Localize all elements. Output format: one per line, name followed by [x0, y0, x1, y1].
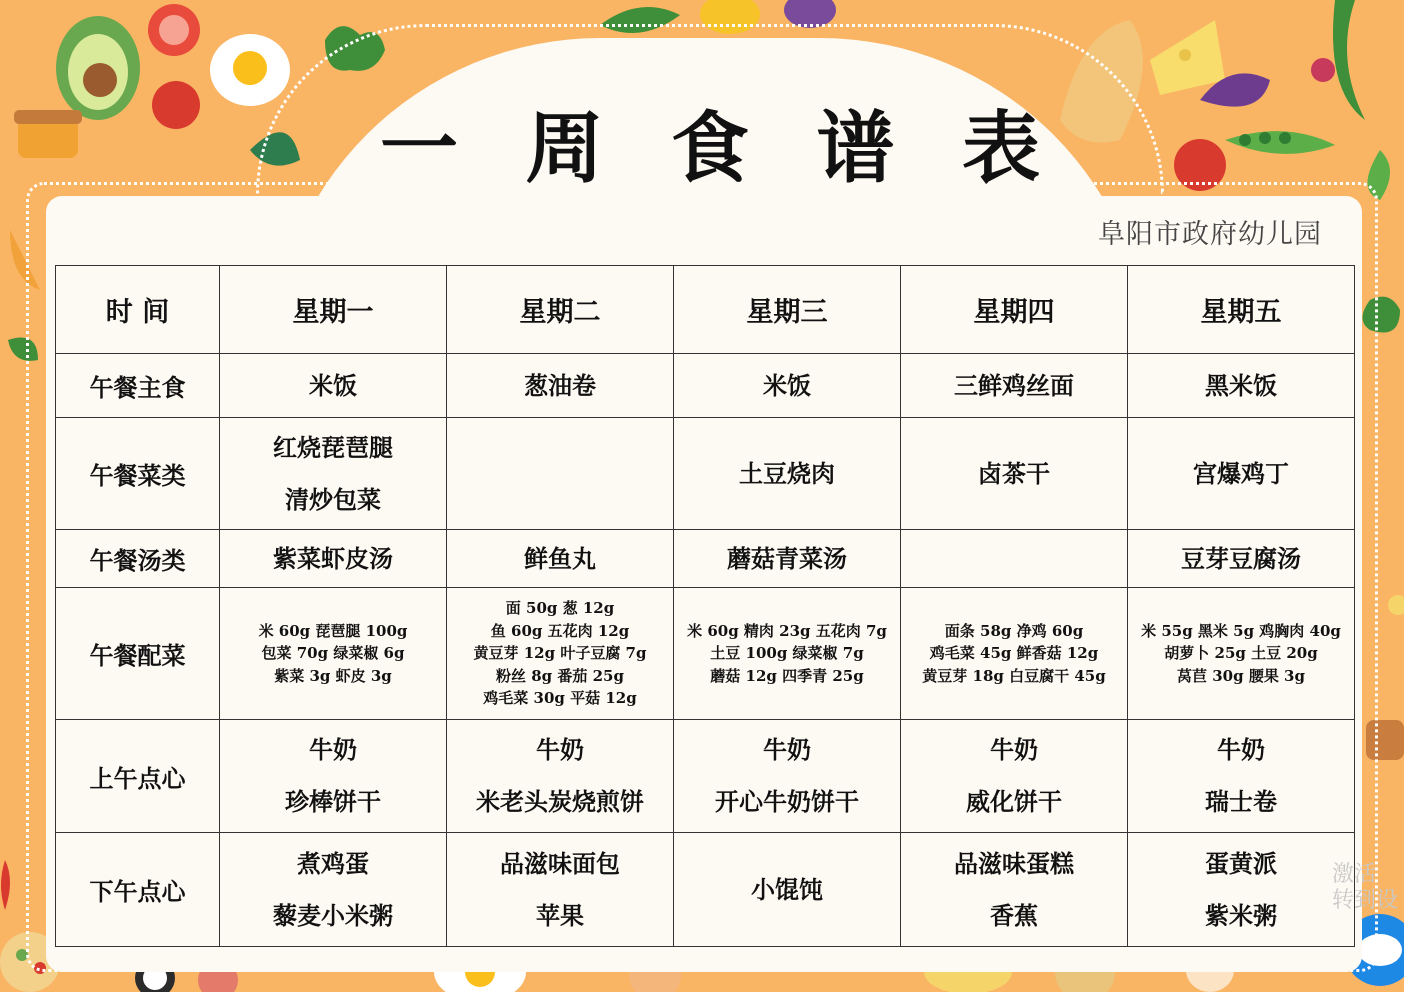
row-header: 午餐配菜: [56, 588, 220, 720]
column-header-thursday: 星期四: [901, 266, 1128, 354]
cell-line: 牛奶: [990, 736, 1038, 764]
table-cell: [1128, 720, 1355, 833]
table-cell: [1128, 354, 1355, 418]
table-row: [56, 588, 1355, 720]
table-cell: [220, 354, 447, 418]
cell-line: 珍棒饼干: [285, 788, 381, 816]
cell-line: 藜麦小米粥: [273, 901, 393, 930]
cell-line: 小馄饨: [751, 875, 823, 904]
tomato-icon: [148, 4, 200, 56]
cheese-icon: [1388, 595, 1404, 615]
watermark-line: 转到设: [1331, 888, 1398, 913]
table-cell: [674, 418, 901, 530]
cell-line: 米饭: [309, 371, 357, 400]
cell-line: 宫爆鸡丁: [1193, 459, 1289, 488]
pepper-icon: [1333, 0, 1365, 120]
cell-line: 米老头炭烧煎饼: [476, 788, 644, 816]
cell-line: 品滋味面包: [500, 849, 620, 878]
table-cell: [447, 720, 674, 833]
table-cell: [447, 833, 674, 947]
table-cell: [220, 833, 447, 947]
table-cell: [901, 720, 1128, 833]
cell-line: 米饭: [763, 371, 811, 400]
table-cell: [674, 833, 901, 947]
row-header: 下午点心: [56, 833, 220, 947]
title-char: 一: [380, 104, 459, 194]
cell-line: 香蕉: [990, 901, 1038, 930]
table-cell: [1128, 833, 1355, 947]
cell-line: 卤茶干: [978, 459, 1050, 488]
column-header-friday: 星期五: [1128, 266, 1355, 354]
table-row: [56, 530, 1355, 588]
cell-line: 黄豆芽 12g 叶子豆腐 7g: [473, 644, 647, 663]
cell-line: 清炒包菜: [285, 485, 381, 514]
cell-line: 蘑菇 12g 四季青 25g: [710, 666, 864, 685]
activation-watermark: [1332, 862, 1398, 914]
table-cell: [674, 354, 901, 418]
cell-line: 鲜鱼丸: [524, 544, 596, 573]
avocado-icon: [56, 16, 140, 120]
pepper-icon: [1, 860, 10, 910]
cell-line: 粉丝 8g 番茄 25g: [496, 666, 624, 685]
title-char: 谱: [816, 104, 895, 194]
page-title: [380, 92, 1040, 192]
table-cell: [220, 588, 447, 720]
cell-line: 莴苣 30g 腰果 3g: [1177, 666, 1305, 685]
column-header-wednesday: 星期三: [674, 266, 901, 354]
school-name: 阜阳市政府幼儿园: [1098, 219, 1322, 250]
cell-line: 牛奶: [1217, 736, 1265, 764]
cell-line: 蛋黄派: [1205, 849, 1277, 878]
table-cell: [447, 530, 674, 588]
cell-line: 包菜 70g 绿菜椒 6g: [261, 644, 405, 663]
cell-line: 牛奶: [309, 736, 357, 764]
honey-jar-icon: [14, 110, 82, 158]
table-row: [56, 720, 1355, 833]
table-cell: [901, 354, 1128, 418]
table-cell: [220, 720, 447, 833]
table-cell: [447, 354, 674, 418]
cell-line: 三鲜鸡丝面: [954, 371, 1074, 400]
title-char: 食: [670, 104, 749, 194]
cell-line: 鸡毛菜 45g 鲜香菇 12g: [929, 644, 1099, 663]
cell-line: 苹果: [536, 901, 584, 930]
cell-line: 紫米粥: [1205, 901, 1277, 930]
table-cell: [1128, 588, 1355, 720]
column-header-tuesday: 星期二: [447, 266, 674, 354]
table-cell: [447, 588, 674, 720]
table-cell: [901, 418, 1128, 530]
cell-line: 面条 58g 净鸡 60g: [944, 621, 1084, 640]
row-header: 午餐汤类: [56, 530, 220, 588]
cell-line: 煮鸡蛋: [297, 849, 369, 878]
header-row: [56, 266, 1355, 354]
table-cell: [901, 833, 1128, 947]
table-row: [56, 833, 1355, 947]
cell-line: 鸡毛菜 30g 平菇 12g: [483, 689, 637, 708]
cell-line: 米 60g 精肉 23g 五花肉 7g: [687, 621, 887, 640]
cell-line: 土豆 100g 绿菜椒 7g: [710, 644, 864, 663]
menu-table: [55, 265, 1355, 947]
table-cell: [674, 530, 901, 588]
cell-line: 开心牛奶饼干: [715, 788, 859, 816]
cell-line: 紫菜虾皮汤: [273, 544, 393, 573]
tomato-icon: [152, 81, 200, 129]
table-cell: [447, 418, 674, 530]
title-char: 周: [525, 104, 604, 194]
cell-line: 红烧琵琶腿: [273, 433, 393, 462]
cell-line: 黑米饭: [1205, 371, 1277, 400]
row-header: 上午点心: [56, 720, 220, 833]
row-header: 午餐菜类: [56, 418, 220, 530]
table-cell: [1128, 418, 1355, 530]
table-cell: [674, 588, 901, 720]
column-header-time: 时 间: [56, 266, 220, 354]
table-cell: [220, 418, 447, 530]
column-header-monday: 星期一: [220, 266, 447, 354]
cell-line: 面 50g 葱 12g: [505, 599, 615, 618]
cheese-icon: [1150, 20, 1225, 95]
cell-line: 米 60g 琵琶腿 100g: [258, 621, 408, 640]
radish-icon: [1311, 58, 1335, 82]
table-cell: [674, 720, 901, 833]
cell-line: 紫菜 3g 虾皮 3g: [274, 666, 392, 685]
cell-line: 威化饼干: [966, 788, 1062, 816]
cell-line: 土豆烧肉: [739, 459, 835, 488]
table-row: [56, 354, 1355, 418]
cell-line: 瑞士卷: [1205, 788, 1277, 816]
title-char: 表: [961, 104, 1040, 194]
egg-icon: [210, 34, 290, 106]
cell-line: 牛奶: [763, 736, 811, 764]
cell-line: 黄豆芽 18g 白豆腐干 45g: [922, 666, 1106, 685]
table-cell: [901, 588, 1128, 720]
cell-line: 葱油卷: [524, 371, 596, 400]
table-cell: [1128, 530, 1355, 588]
cell-line: 胡萝卜 25g 土豆 20g: [1164, 644, 1318, 663]
table-cell: [220, 530, 447, 588]
cell-line: 豆芽豆腐汤: [1181, 544, 1301, 573]
watermark-line: 激活: [1331, 862, 1376, 887]
table-cell: [901, 530, 1128, 588]
cell-line: 牛奶: [536, 736, 584, 764]
cell-line: 蘑菇青菜汤: [727, 544, 847, 573]
row-header: 午餐主食: [56, 354, 220, 418]
cell-line: 米 55g 黑米 5g 鸡胸肉 40g: [1141, 621, 1341, 640]
cell-line: 鱼 60g 五花肉 12g: [490, 621, 630, 640]
cell-line: 品滋味蛋糕: [954, 849, 1074, 878]
table-row: [56, 418, 1355, 530]
